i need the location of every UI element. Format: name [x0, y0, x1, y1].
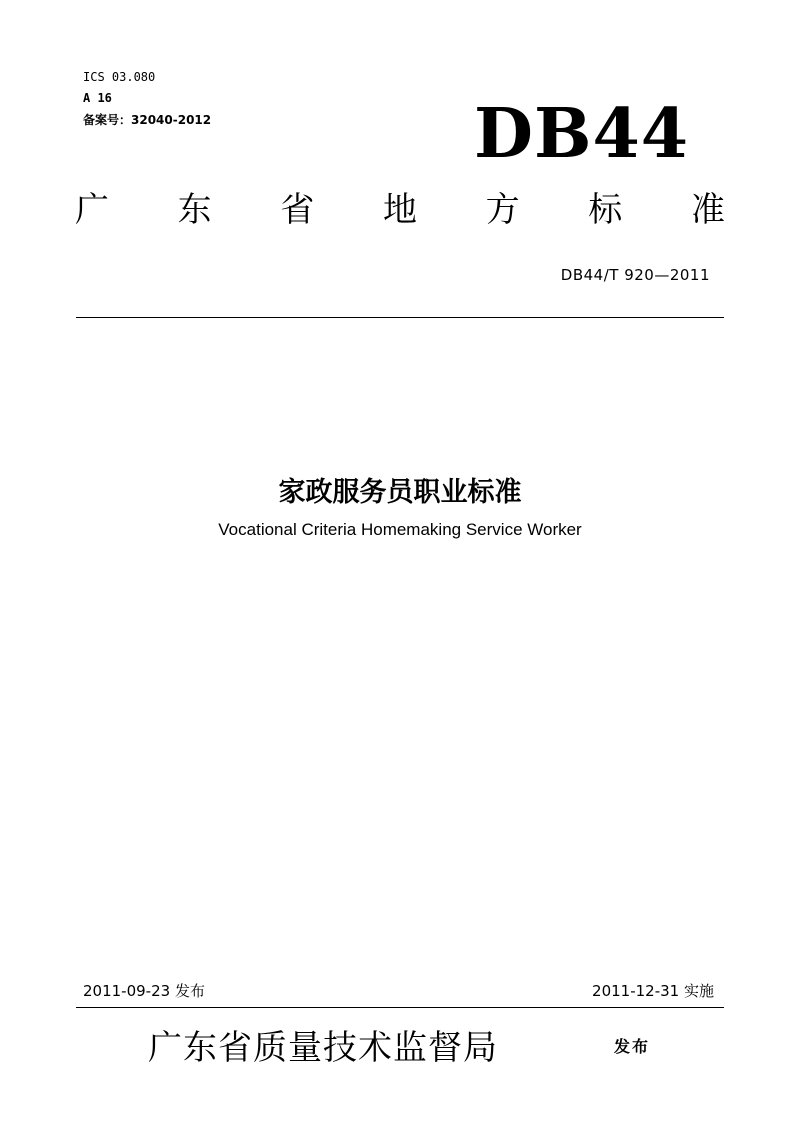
standard-type-char: 方 — [485, 190, 520, 230]
standard-number: DB44/T 920—2011 — [560, 266, 710, 284]
document-title: 家政服务员职业标准 — [278, 477, 522, 508]
top-divider — [76, 317, 724, 318]
bottom-divider — [76, 1007, 724, 1008]
issuing-label: 发布 — [614, 1037, 651, 1056]
standard-type-heading — [75, 190, 725, 231]
standard-type-char: 标 — [588, 190, 623, 230]
standard-type-char: 广 — [75, 190, 109, 230]
ics-code: ICS 03.080 — [83, 70, 156, 84]
standard-type-char: 地 — [382, 190, 417, 230]
standard-logo: DB44 — [474, 94, 690, 174]
record-number: 备案号：32040-2012 — [83, 113, 212, 127]
implementation-date: 2011-12-31 实施 — [592, 982, 714, 1000]
document-subtitle-english: Vocational Criteria Homemaking Service Worker — [218, 520, 582, 539]
standard-type-char: 省 — [280, 190, 315, 230]
issue-date: 2011-09-23 发布 — [83, 982, 205, 1000]
standard-type-char: 准 — [690, 190, 725, 230]
category-code: A 16 — [83, 91, 112, 105]
issuing-authority: 广东省质量技术监督局 — [148, 1028, 498, 1068]
standard-type-char: 东 — [177, 190, 212, 230]
